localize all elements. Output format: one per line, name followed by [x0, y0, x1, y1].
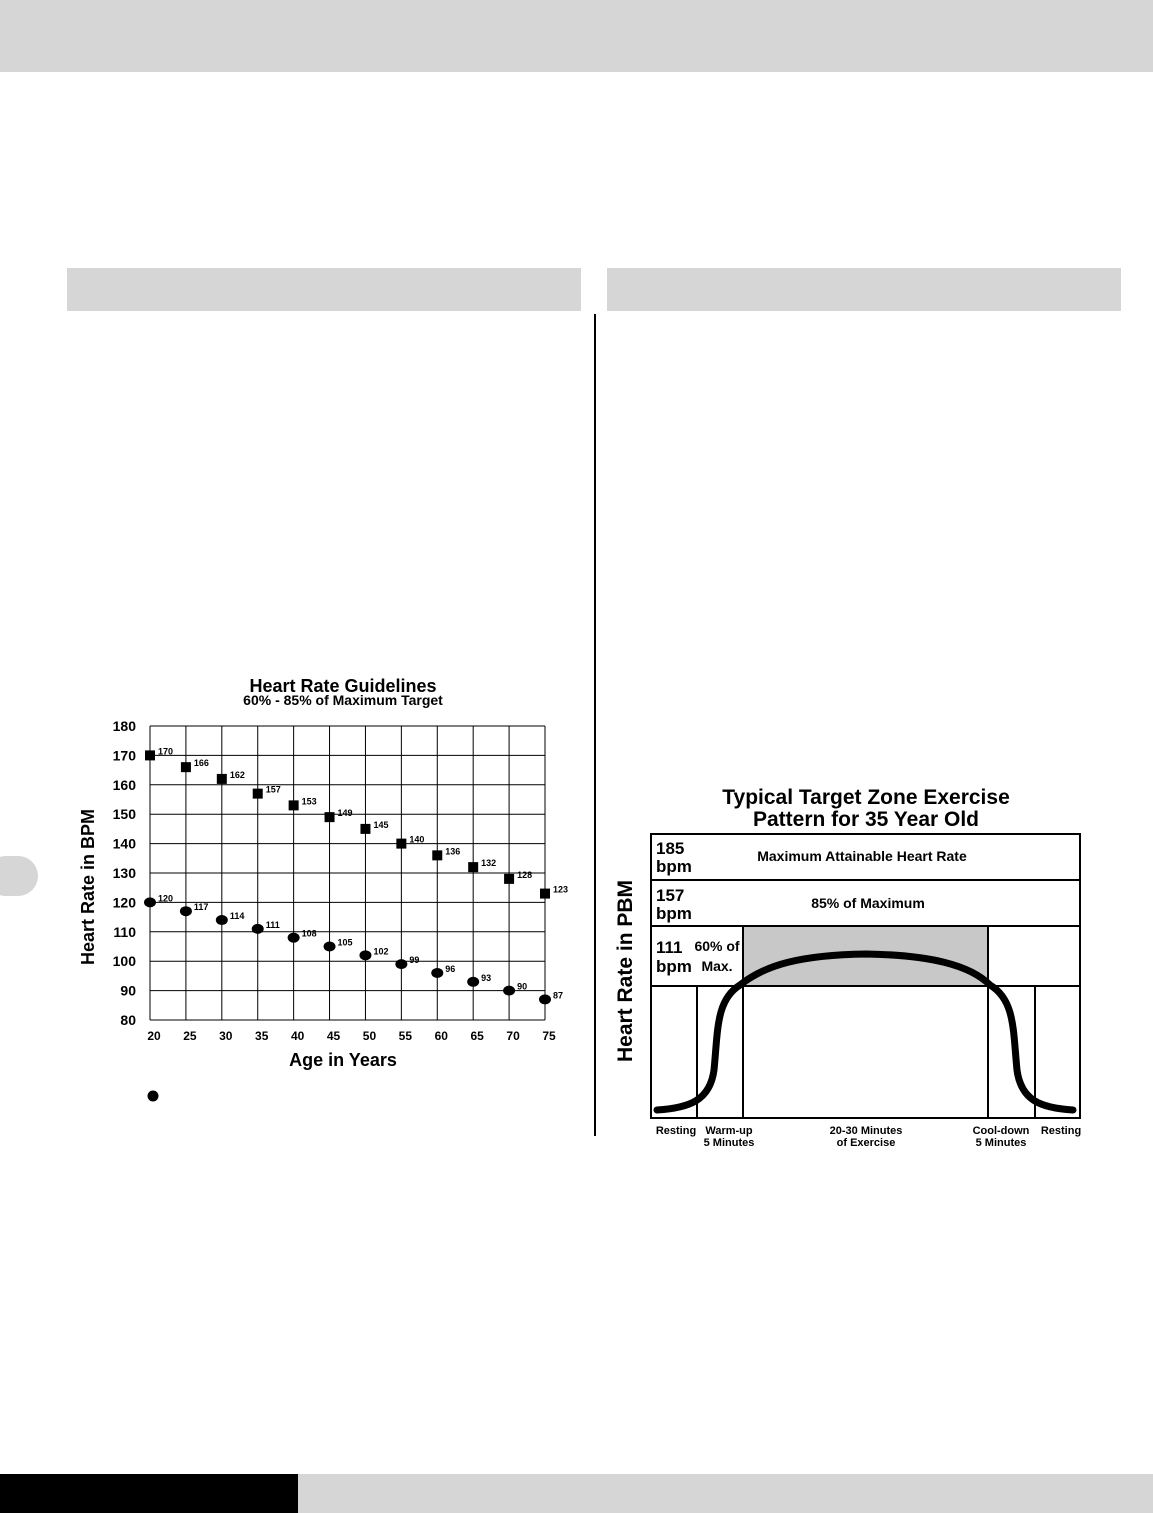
chart1-x-tick-label: 65: [470, 1029, 484, 1043]
phase-label-cooldown-line2: 5 Minutes: [975, 1137, 1027, 1149]
phase-label-resting-end: Resting: [1040, 1125, 1082, 1137]
chart1-x-tick-label: 75: [542, 1029, 556, 1043]
zone3-label-line2: Max.: [701, 958, 733, 974]
footer-gray-band: [298, 1474, 1153, 1513]
chart1-y-axis-label: Heart Rate in BPM: [78, 808, 98, 966]
chart1-data-label: 157: [265, 784, 281, 795]
chart1-data-label: 108: [301, 928, 317, 939]
chart1-data-label: 90: [517, 981, 528, 992]
chart1-x-tick-label: 25: [183, 1029, 197, 1043]
chart1-data-label: 111: [265, 919, 280, 930]
chart1-y-tick-label: 80: [120, 1012, 136, 1028]
chart1-data-label: 132: [481, 858, 497, 869]
zone2-label: 85% of Maximum: [811, 895, 925, 911]
zone2-bpm-value: 157: [656, 886, 685, 905]
chart1-y-tick-label: 130: [112, 865, 136, 881]
chart1-x-tick-label: 50: [362, 1029, 377, 1043]
chart1-data-label: 99: [409, 955, 420, 966]
chart1-x-tick-label: 35: [255, 1029, 269, 1043]
zone1-bpm-value: 185: [656, 839, 685, 858]
chart2-y-axis-label: Heart Rate in PBM: [614, 879, 637, 1063]
chart2-title-line1: Typical Target Zone Exercise: [722, 786, 1010, 809]
zone3-bpm-unit: bpm: [656, 957, 692, 976]
phase-label-cooldown-line1: Cool-down: [972, 1125, 1030, 1137]
zone3-bpm-value: 111: [656, 938, 683, 957]
chart1-y-tick-label: 120: [112, 894, 136, 911]
chart1-x-tick-label: 20: [147, 1029, 161, 1043]
chart2-title-line2: Pattern for 35 Year Old: [752, 808, 980, 831]
chart1-y-tick-label: 140: [112, 835, 136, 852]
chart1-x-tick-label: 45: [326, 1029, 341, 1043]
zone1-bpm-unit: bpm: [656, 857, 692, 876]
chart1-data-label: 140: [409, 834, 425, 845]
chart1-y-tick-label: 110: [113, 923, 136, 940]
chart1-data-label: 102: [373, 946, 389, 957]
chart1-x-tick-label: 30: [219, 1029, 233, 1043]
chart1-data-label: 170: [158, 746, 174, 757]
chart1-x-tick-label: 60: [434, 1029, 448, 1043]
chart1-data-label: 123: [553, 884, 569, 895]
chart1-data-label: 93: [481, 972, 492, 983]
chart1-data-label: 87: [553, 990, 564, 1001]
chart1-data-label: 96: [445, 963, 456, 974]
chart1-data-label: 166: [193, 758, 209, 769]
chart1-title: Heart Rate Guidelines: [249, 676, 437, 696]
chart1-subtitle: 60% - 85% of Maximum Target: [243, 692, 443, 708]
chart1-data-label: 128: [517, 869, 533, 880]
zone2-bpm-unit: bpm: [656, 904, 692, 923]
phase-label-warmup-line2: 5 Minutes: [703, 1137, 755, 1149]
chart1-x-tick-label: 55: [398, 1029, 413, 1043]
zone1-label: Maximum Attainable Heart Rate: [757, 848, 967, 864]
chart1-data-label: 162: [229, 769, 245, 780]
chart1-x-axis-label: Age in Years: [289, 1050, 397, 1070]
phase-label-warmup-line1: Warm-up: [705, 1125, 753, 1137]
chart1-y-tick-label: 150: [112, 806, 136, 823]
phase-label-exercise-line2: of Exercise: [836, 1137, 896, 1149]
chart1-y-tick-label: 90: [120, 982, 136, 999]
chart1-data-label: 149: [337, 808, 353, 819]
chart1-y-tick-label: 170: [112, 747, 136, 764]
phase-label-resting-start: Resting: [655, 1125, 697, 1137]
chart1-data-label: 117: [193, 902, 209, 913]
phase-label-exercise-line1: 20-30 Minutes: [829, 1125, 903, 1137]
chart1-y-tick-label: 100: [112, 953, 136, 970]
chart1-data-label: 120: [158, 893, 174, 904]
zone3-label-line1: 60% of: [694, 938, 740, 954]
chart1-data-label: 145: [373, 819, 389, 830]
chart1-y-tick-label: 180: [112, 718, 136, 734]
chart1-data-label: 136: [445, 846, 461, 857]
chart1-x-tick-label: 40: [290, 1029, 305, 1043]
chart1-x-tick-label: 70: [506, 1029, 520, 1043]
footer-black-block: [0, 1474, 298, 1513]
chart1-y-tick-label: 160: [112, 776, 136, 793]
chart1-data-label: 153: [301, 796, 317, 807]
chart1-data-label: 114: [229, 911, 245, 922]
chart1-data-label: 105: [337, 937, 353, 948]
